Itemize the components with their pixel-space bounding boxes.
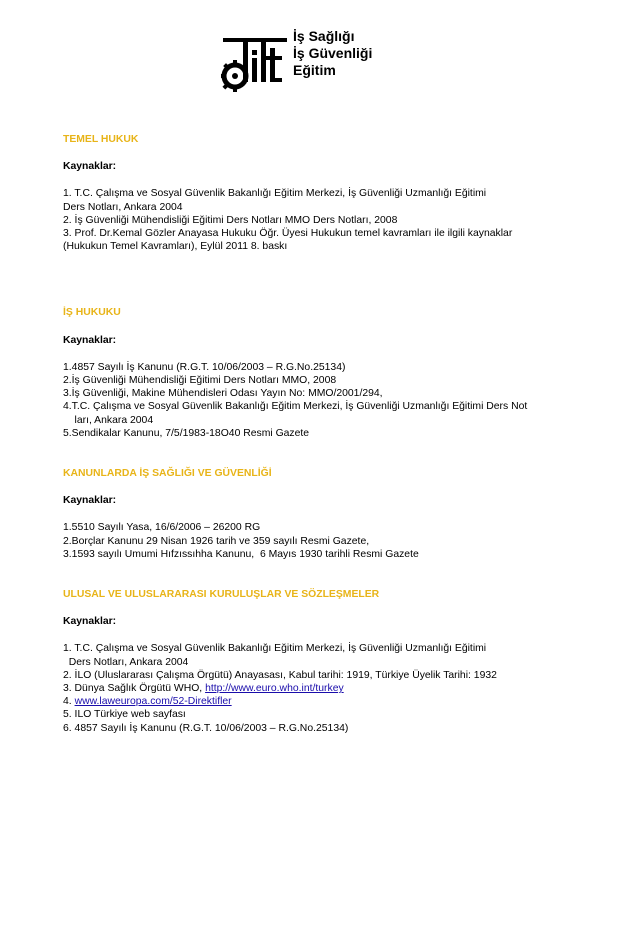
list-item: (Hukukun Temel Kavramları), Eylül 2011 8. baskı bbox=[63, 241, 288, 253]
logo-mark-icon bbox=[221, 26, 289, 98]
list-item: 4.T.C. Çalışma ve Sosyal Güvenlik Bakanlığı Eğitim Merkezi, İş Güvenliği Uzmanlığı Eğitimi Ders Not bbox=[63, 401, 528, 413]
list-item: 5.Sendikalar Kanunu, 7/5/1983-18O40 Resmi Gazete bbox=[63, 427, 310, 439]
list-item: 3.1593 sayılı Umumi Hıfzıssıhha Kanunu, 6 Mayıs 1930 tarihli Resmi Gazete bbox=[63, 548, 419, 560]
list-item: 2.Borçlar Kanunu 29 Nisan 1926 tarih ve 359 sayılı Resmi Gazete, bbox=[63, 535, 370, 547]
list-item: 2. İLO (Uluslararası Çalışma Örgütü) Anayasası, Kabul tarihi: 1919, Türkiye Üyelik Tarihi: 1932 bbox=[63, 669, 497, 681]
section-temel-hukuk bbox=[63, 133, 623, 253]
list-item-text: 4. bbox=[63, 696, 75, 708]
sources-label: Kaynaklar: bbox=[63, 334, 117, 346]
section-ulusal bbox=[63, 588, 623, 735]
list-item: 6. 4857 Sayılı İş Kanunu (R.G.T. 10/06/2003 – R.G.No.25134) bbox=[63, 722, 349, 734]
who-link[interactable]: http://www.euro.who.int/turkey bbox=[205, 683, 344, 695]
list-item: 5. ILO Türkiye web sayfası bbox=[63, 709, 186, 721]
section-is-hukuku bbox=[63, 306, 623, 440]
list-item: 2. İş Güvenliği Mühendisliği Eğitimi Ders Notları MMO Ders Notları, 2008 bbox=[63, 214, 398, 226]
logo bbox=[221, 26, 401, 98]
laweuropa-link[interactable]: www.laweuropa.com/52-Direktifler bbox=[74, 696, 232, 708]
section-heading: ULUSAL VE ULUSLARARASI KURULUŞLAR VE SÖZLEŞMELER bbox=[63, 589, 380, 601]
list-item: 2.İş Güvenliği Mühendisliği Eğitimi Ders Notları MMO, 2008 bbox=[63, 375, 337, 387]
section-heading: TEMEL HUKUK bbox=[63, 134, 139, 145]
section-kanunlarda bbox=[63, 467, 623, 561]
sources-label: Kaynaklar: bbox=[63, 616, 117, 628]
sources-label: Kaynaklar: bbox=[63, 161, 117, 173]
document-body bbox=[63, 133, 623, 735]
logo-line-2: İş Güvenliği bbox=[293, 45, 373, 61]
list-item: Ders Notları, Ankara 2004 bbox=[63, 656, 189, 668]
list-item bbox=[63, 695, 623, 708]
list-item-text: 3. Dünya Sağlık Örgütü WHO, bbox=[63, 683, 206, 695]
list-item: 3. Prof. Dr.Kemal Gözler Anayasa Hukuku Öğr. Üyesi Hukukun temel kavramları ile ilgili kaynaklar bbox=[63, 228, 513, 240]
sources-label: Kaynaklar: bbox=[63, 495, 117, 507]
section-heading: KANUNLARDA İŞ SAĞLIĞI VE GÜVENLİĞİ bbox=[63, 468, 272, 480]
list-item bbox=[63, 682, 623, 695]
section-heading: İŞ HUKUKU bbox=[63, 307, 121, 319]
logo-line-3: Eğitim bbox=[293, 62, 336, 78]
list-item: 1.5510 Sayılı Yasa, 16/6/2006 – 26200 RG bbox=[63, 522, 261, 534]
list-item: Ders Notları, Ankara 2004 bbox=[63, 201, 183, 213]
list-item: 3.İş Güvenliği, Makine Mühendisleri Odası Yayın No: MMO/2001/294, bbox=[63, 388, 383, 400]
logo-line-1: İş Sağlığı bbox=[293, 28, 355, 44]
list-item: 1. T.C. Çalışma ve Sosyal Güvenlik Bakanlığı Eğitim Merkezi, İş Güvenliği Uzmanlığı Eğitimi bbox=[63, 643, 487, 655]
logo-text bbox=[293, 28, 372, 79]
list-item: 1. T.C. Çalışma ve Sosyal Güvenlik Bakanlığı Eğitim Merkezi, İş Güvenliği Uzmanlığı Eğitimi bbox=[63, 188, 487, 200]
list-item: 1.4857 Sayılı İş Kanunu (R.G.T. 10/06/2003 – R.G.No.25134) bbox=[63, 361, 346, 373]
list-item: ları, Ankara 2004 bbox=[63, 414, 154, 426]
